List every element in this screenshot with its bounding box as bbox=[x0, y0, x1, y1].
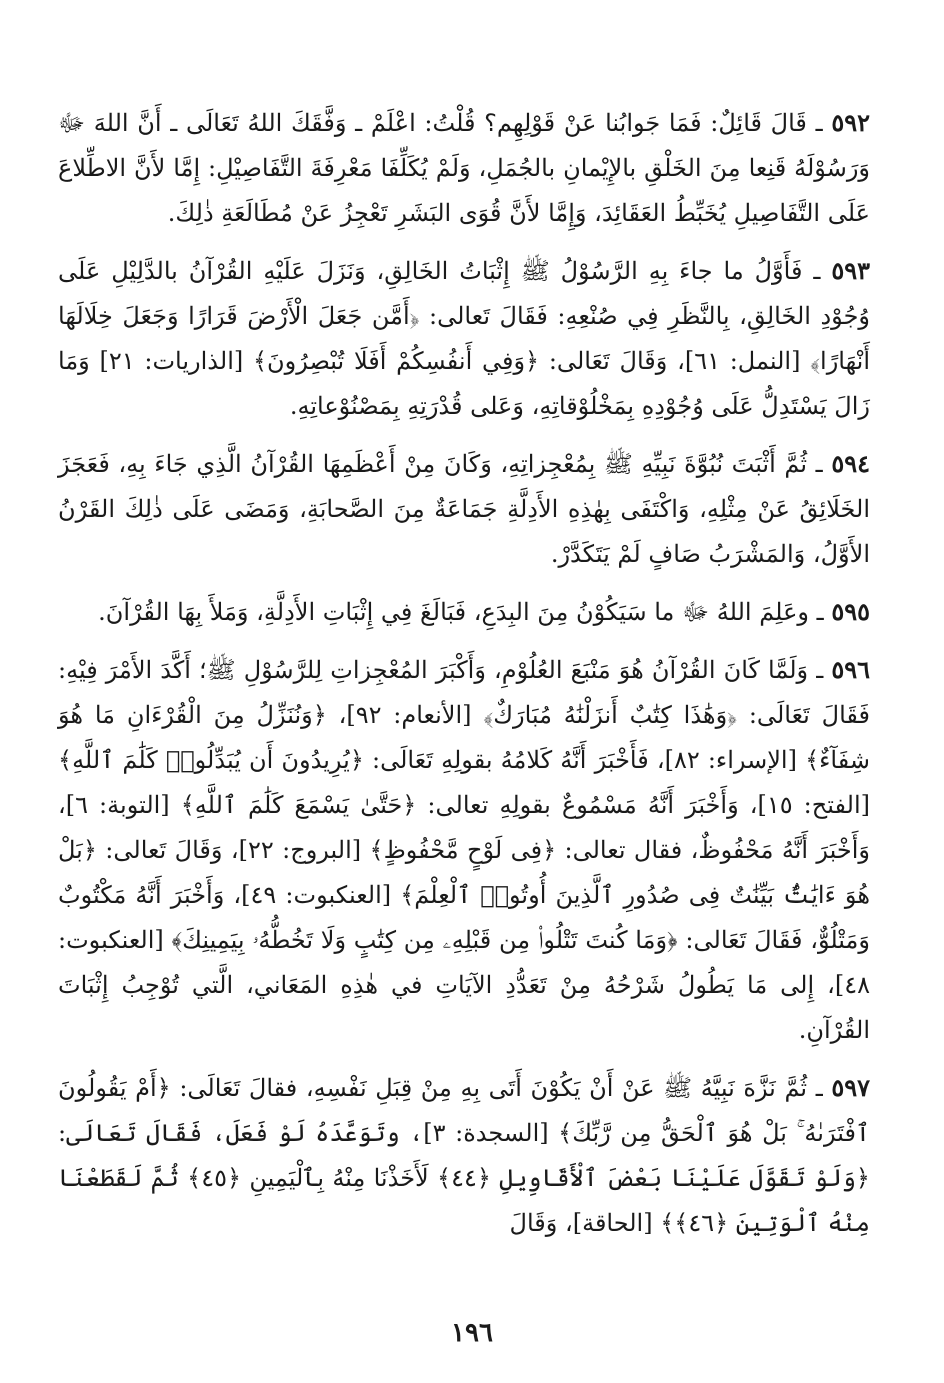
paragraph-number: ٥٩٧ bbox=[831, 1073, 870, 1102]
paragraph-597 bbox=[58, 1065, 870, 1246]
paragraph-text: ـ قَالَ قَائِلٌ: فَمَا جَوابُنا عَنْ قَوْلِهِم؟ قُلْتُ: اعْلَمْ ـ وَفَّقَكَ اللهُ تَعَالَى ـ أَنَّ اللهَ ﷻ وَرَسُوْلَهُ قَنِعا مِنَ الخَلْقِ بالإِيْمانِ بالجُمَلِ، وَلَمْ يُكَلِّفَا مَعْرِفَةَ التَّفَاصِيْلِ: إِمَّا لأَنَّ الاطِّلاعَ عَلَى التَّفَاصِيلِ يُخَبِّطُ العَقَائِدَ، وَإِمَّا لأَنَّ قُوَى البَشَرِ تَعْجِزُ عَنْ مُطَالَعَةِ ذٰلِكَ. bbox=[58, 109, 870, 227]
paragraph-text: ـ فَأَوَّلُ ما جاءَ بِهِ الرَّسُوْلُ ﷺ إِثْبَاتُ الخَالِقِ، وَنَزَلَ عَلَيْهِ القُرْآنُ بالدَّلِيْلِ عَلَى وُجُوْدِ الخَالِقِ، بِالنَّظَرِ فِي صُنْعِهِ: فَقَالَ تَعالى: ﴿أَمَّن جَعَلَ الْأَرْضَ قَرَارًا وَجَعَلَ خِلَالَهَا أَنْهَارًا﴾ [النمل: ٦١]، وَقَالَ تَعَالى: ﴿وَفِي أَنفُسِكُمْ أَفَلَا تُبْصِرُونَ﴾ [الذاريات: ٢١] وَمَا زَالَ يَسْتَدِلُّ عَلَى وُجُوْدِهِ بِمَخْلُوْقاتِهِ، وَعَلى قُدْرَتِهِ بِمَصْنُوْعاتِهِ. bbox=[58, 257, 871, 420]
paragraph-text: ـ وعَلِمَ اللهُ ﷻ ما سَيَكُوْنُ مِنَ البِدَعِ، فَبَالَغَ فِي إِثْبَاتِ الأَدِلَّةِ، وَمَلأَ بِهَا القُرْآنَ. bbox=[98, 598, 824, 626]
paragraph-number: ٥٩٣ bbox=[831, 256, 870, 285]
paragraph-594 bbox=[58, 441, 870, 577]
paragraph-text: ـ وَلَمَّا كَانَ القُرْآنُ هُوَ مَنْبَعَ العُلُوْمِ، وَأَكْبَرَ المُعْجِزاتِ لِلرَّسُوْلِ ﷺ؛ أَكَّدَ الأَمْرَ فِيْهِ: فَقَالَ تَعَالَى: ﴿وَهَٰذَا كِتَٰبٌ أَنزَلْنَٰهُ مُبَارَكٌ﴾ [الأنعام: ٩٢]، ﴿وَنُنَزِّلُ مِنَ الْقُرْءَانِ مَا هُوَ شِفَآءٌ﴾ [الإسراء: ٨٢]، فَأَخْبَرَ أَنَّهُ كَلامُهُ بقولِهِ تَعَالَى: ﴿يُرِيدُونَ أَن يُبَدِّلُوا۟ كَلَٰمَ ٱللَّهِ﴾ [الفتح: ١٥]، وَأَخْبَرَ أَنَّهُ مَسْمُوعٌ بقولِهِ تعالى: ﴿حَتَّىٰ يَسْمَعَ كَلَٰمَ ٱللَّهِ﴾ [التوبة: ٦]، وَأَخْبَرَ أَنَّهُ مَحْفُوظٌ، فقال تعالى: ﴿فِى لَوْحٍ مَّحْفُوظٍ﴾ [البروج: ٢٢]، وَقَالَ تَعالى: ﴿بَلْ هُوَ ءَايَٰتٌۢ بَيِّنَٰتٌ فِى صُدُورِ ٱلَّذِينَ أُوتُوا۟ ٱلْعِلْمَ﴾ [العنكبوت: ٤٩]، وَأَخْبَرَ أَنَّهُ مَكْتُوبٌ وَمَتْلُوٌّ، فَقَالَ تَعَالى: ﴿وَمَا كُنتَ تَتْلُوا۟ مِن قَبْلِهِۦ مِن كِتَٰبٍ وَلَا تَخُطُّهُۥ بِيَمِينِكَ﴾ [العنكبوت: ٤٨]، إِلى مَا يَطُولُ شَرْحُهُ مِنْ تَعَدُّدِ الآيَاتِ في هٰذِهِ المَعَاني، الَّتي تُوْجِبُ إِثْبَاتَ القُرْآنِ. bbox=[58, 656, 871, 1044]
page-number: ١٩٦ bbox=[451, 1318, 493, 1348]
paragraph-number: ٥٩٢ bbox=[831, 108, 870, 137]
paragraph-596 bbox=[58, 647, 870, 1053]
paragraph-595 bbox=[58, 589, 870, 635]
paragraph-592 bbox=[58, 100, 870, 236]
paragraph-number: ٥٩٤ bbox=[831, 449, 870, 478]
page-body bbox=[58, 100, 870, 1246]
paragraph-593 bbox=[58, 248, 870, 429]
paragraph-text: ـ ثُمَّ نَزَّهَ نَبِيَّهُ ﷺ عَنْ أَنْ يَكُوْنَ أَتَى بِهِ مِنْ قِبَلِ نَفْسِهِ، فقالَ تَعَالَى: ﴿أَمْ يَقُولُونَ ٱفْتَرَىٰهُ ۚ بَلْ هُوَ ٱلْحَقُّ مِن رَّبِّكَ﴾ [السجدة: ٣]، وتَوَعَّدَهُ لَوْ فَعَلَ، فَقَالَ تَعَالَى: ﴿وَلَوْ تَقَوَّلَ عَلَيْنَا بَعْضَ ٱلْأَقَاوِيلِ ﴿٤٤﴾ لَأَخَذْنَا مِنْهُ بِٱلْيَمِينِ ﴿٤٥﴾ ثُمَّ لَقَطَعْنَا مِنْهُ ٱلْوَتِينَ ﴿٤٦﴾﴾ [الحاقة]، وَقَالَ bbox=[58, 1074, 870, 1237]
paragraph-text: ـ ثُمَّ أَثْبَتَ نُبُوَّةَ نَبِيِّهِ ﷺ بِمُعْجِزاتِهِ، وَكَانَ مِنْ أَعْظَمِهَا القُرْآنُ الَّذِي جَاءَ بِهِ، فَعَجَزَ الخَلَائِقُ عَنْ مِثْلِهِ، وَاكْتَفَى بِهٰذِهِ الأَدِلَّةِ جَمَاعَةٌ مِنَ الصَّحابَةِ، وَمَضَى عَلَى ذٰلِكَ القَرْنُ الأَوَّلُ، وَالمَشْرَبُ صَافٍ لَمْ يَتَكَدَّرْ. bbox=[58, 450, 870, 568]
paragraph-number: ٥٩٦ bbox=[831, 655, 870, 684]
paragraph-number: ٥٩٥ bbox=[831, 597, 870, 626]
